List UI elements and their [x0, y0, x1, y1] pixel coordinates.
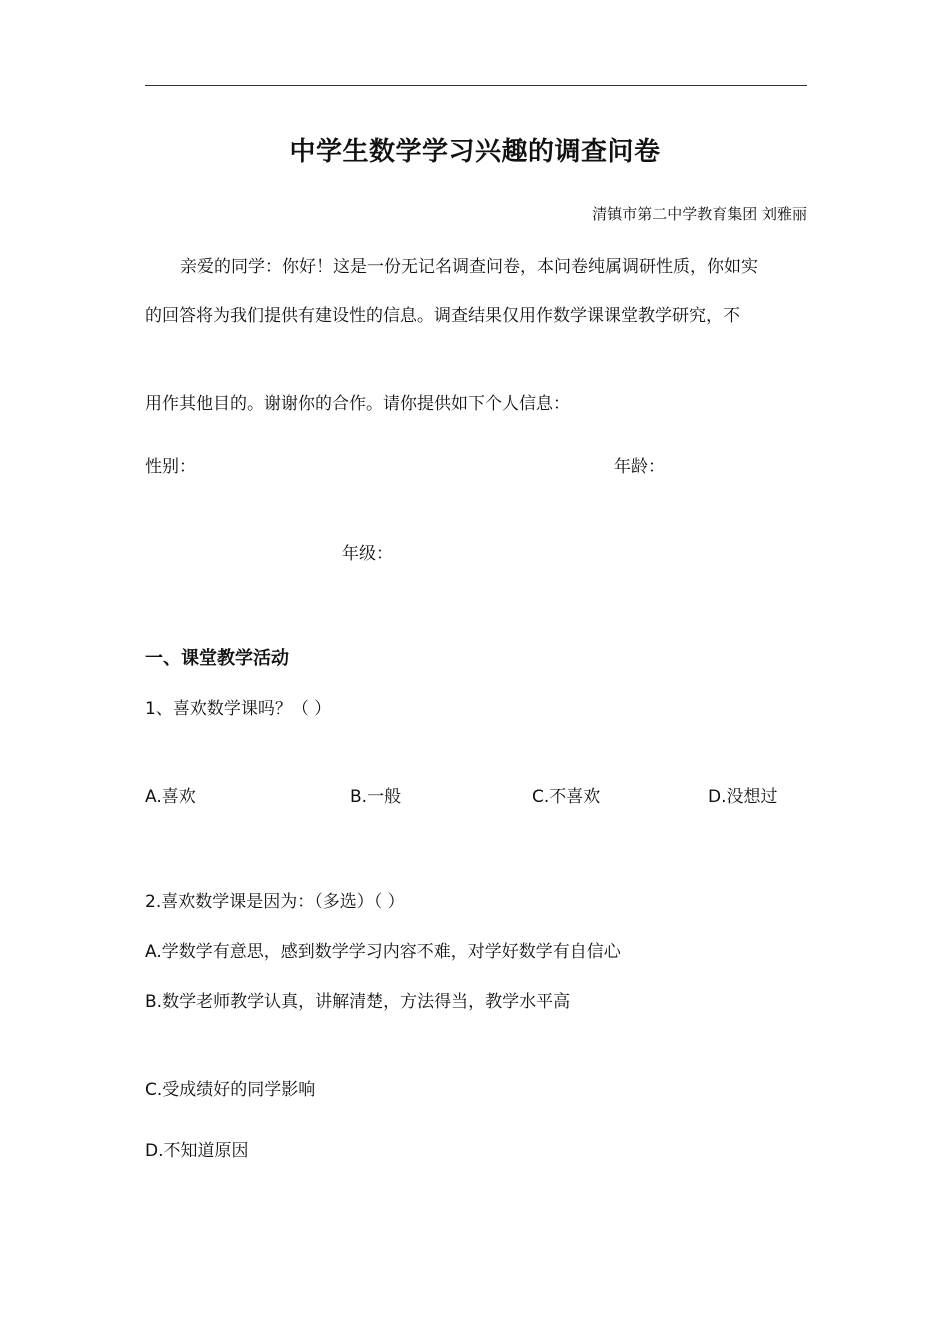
question-1: 1、喜欢数学课吗？（ ） — [145, 699, 332, 719]
q2-option-a: A.学数学有意思，感到数学学习内容不难，对学好数学有自信心 — [145, 942, 621, 962]
author-line: 清镇市第二中学教育集团 刘雅丽 — [592, 205, 807, 223]
grade-label: 年级： — [342, 544, 393, 564]
section-heading: 一、课堂教学活动 — [145, 648, 289, 669]
intro-line-1: 亲爱的同学：你好！这是一份无记名调查问卷，本问卷纯属调研性质，你如实 — [180, 257, 758, 277]
age-label: 年龄： — [614, 457, 665, 477]
q2-option-b: B.数学老师教学认真，讲解清楚，方法得当，教学水平高 — [145, 992, 571, 1012]
q1-option-b: B.一般 — [350, 787, 402, 807]
q2-option-c: C.受成绩好的同学影响 — [145, 1080, 316, 1100]
question-2: 2.喜欢数学课是因为：（多选）（ ） — [145, 892, 405, 912]
document-title: 中学生数学学习兴趣的调查问卷 — [289, 137, 661, 167]
q1-option-c: C.不喜欢 — [532, 787, 601, 807]
q1-option-a: A.喜欢 — [145, 787, 196, 807]
header-rule — [145, 85, 807, 86]
gender-label: 性别： — [145, 457, 196, 477]
q1-option-d: D.没想过 — [708, 787, 778, 807]
intro-line-2: 的回答将为我们提供有建设性的信息。调查结果仅用作数学课课堂教学研究，不 — [145, 306, 740, 326]
intro-line-3: 用作其他目的。谢谢你的合作。请你提供如下个人信息： — [145, 394, 570, 414]
q2-option-d: D.不知道原因 — [145, 1141, 249, 1161]
